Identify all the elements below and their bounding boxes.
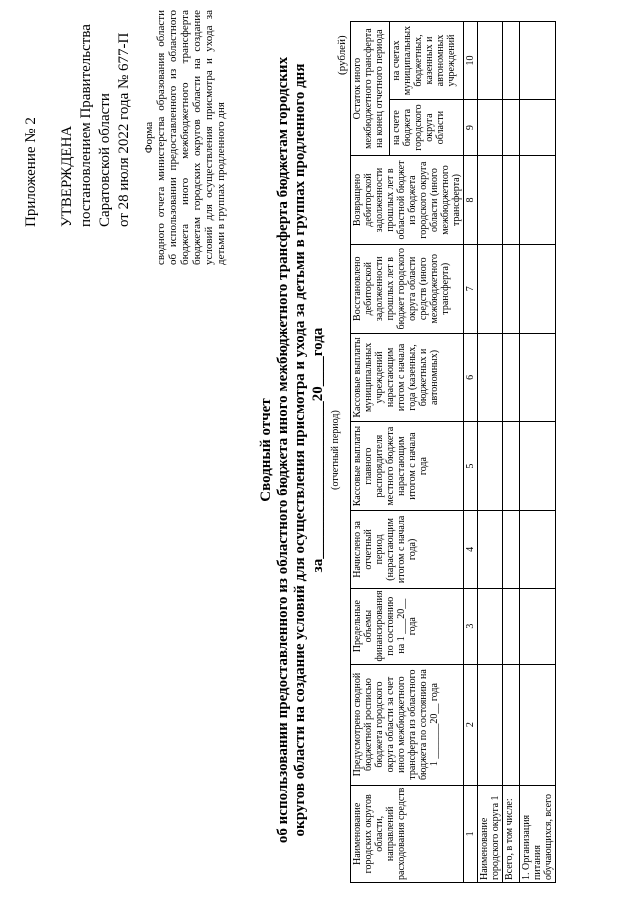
header-cell: Начислено за отчетный период (нарастающим итогом с начала года) — [351, 510, 464, 588]
column-number: 4 — [464, 510, 478, 588]
table-cell — [503, 422, 520, 511]
header-cell: на счете бюджета городского округа области — [389, 99, 463, 155]
column-number: 6 — [464, 333, 478, 422]
table-cell — [478, 22, 503, 100]
header-cell: Наименование городских округов области, направлений расходования средств — [351, 785, 464, 882]
row-label: Всего, в том числе: — [503, 785, 520, 882]
table-header-row — [351, 22, 390, 883]
table-cell — [478, 510, 503, 588]
report-title-line: округов области на создание условий для осуществления присмотра и ухода за детьми в группах продленного дня — [292, 63, 308, 837]
table-cell — [520, 333, 556, 422]
form-caption-title: Форма — [143, 121, 155, 154]
row-label: 1. Организация питания обучающихся, всего — [520, 785, 556, 882]
header-cell: Предусмотрено сводной бюджетной росписью бюджета городского округа области за счет иного межбюджетного трансферта из областного бюджета по состоянию на 1 _______20__ года — [351, 664, 464, 785]
appendix-number: Приложение № 2 — [23, 117, 39, 227]
row-label: Наименование городского округа 1 — [478, 785, 503, 882]
column-number-row — [464, 22, 478, 883]
table-cell — [520, 244, 556, 333]
table-row — [520, 22, 556, 883]
approved-line: Саратовской области — [97, 93, 113, 227]
table-cell — [520, 156, 556, 245]
table-cell — [520, 664, 556, 785]
table-cell — [503, 510, 520, 588]
report-title — [258, 35, 309, 865]
table-cell — [503, 156, 520, 245]
column-number: 1 — [464, 785, 478, 882]
table-cell — [503, 99, 520, 155]
table-cell — [478, 156, 503, 245]
report-period-hint: (отчетный период) — [330, 410, 341, 490]
header-cell: Кассовые выплаты главного распорядителя местного бюджета нарастающим итогом с начала года — [351, 422, 464, 511]
units-label: (рублей) — [336, 35, 348, 75]
table-cell — [503, 22, 520, 100]
approved-label: УТВЕРЖДЕНА — [59, 125, 75, 227]
table-cell — [503, 244, 520, 333]
table-cell — [478, 333, 503, 422]
form-caption-text: сводного отчета министерства образования области об использовании предоставленного из областного бюджета иного межбюджетного трансферта бюджетам городских округов области на создание условий для осуществления присмотра и ухода за детьми в группах продленного дня — [155, 10, 227, 265]
table-cell — [503, 333, 520, 422]
table-row — [478, 22, 503, 883]
report-period-line: за_____________________20____года — [310, 327, 326, 573]
table-cell — [478, 99, 503, 155]
column-number: 3 — [464, 588, 478, 664]
table-cell — [478, 244, 503, 333]
column-number: 9 — [464, 99, 478, 155]
column-number: 10 — [464, 22, 478, 100]
report-title-line: Сводный отчет — [258, 398, 274, 502]
column-number: 2 — [464, 664, 478, 785]
table-cell — [478, 664, 503, 785]
column-number: 7 — [464, 244, 478, 333]
header-cell: Остаток иного межбюджетного трансферта на конец отчетного периода — [351, 22, 390, 156]
table-cell — [478, 422, 503, 511]
approval-block — [58, 17, 134, 227]
header-cell: Возвращено дебиторской задолженности прошлых лет в областной бюджет из бюджета городского округа области (иного межбюджетного трансферта) — [351, 156, 464, 245]
header-cell: Восстановлено дебиторской задолженности прошлых лет в бюджет городского округа области средств (иного межбюджетного трансферта) — [351, 244, 464, 333]
table-cell — [503, 664, 520, 785]
table-cell — [520, 22, 556, 100]
approved-line: постановлением Правительства — [78, 24, 94, 227]
header-cell: Кассовые выплаты муниципальных учреждений нарастающим итогом с начала года (казенных, бюджетных и автономных) — [351, 333, 464, 422]
table-cell — [503, 588, 520, 664]
table-cell — [520, 510, 556, 588]
report-title-line: об использовании предоставленного из областного бюджета иного межбюджетного трансферта бюджетам городских — [275, 56, 291, 844]
table-cell — [520, 99, 556, 155]
table-cell — [520, 422, 556, 511]
column-number: 8 — [464, 156, 478, 245]
header-cell: Предельные объемы финансирования по состоянию на 1 ___20__ года — [351, 588, 464, 664]
form-caption — [143, 10, 227, 265]
column-number: 5 — [464, 422, 478, 511]
table-row — [503, 22, 520, 883]
header-cell: на счетах муниципальных бюджетных, казенных и автономных учреждений — [389, 22, 463, 100]
table-cell — [520, 588, 556, 664]
report-table — [350, 21, 556, 883]
approved-line: от 28 июля 2022 года № 677-П — [116, 32, 132, 227]
table-cell — [478, 588, 503, 664]
